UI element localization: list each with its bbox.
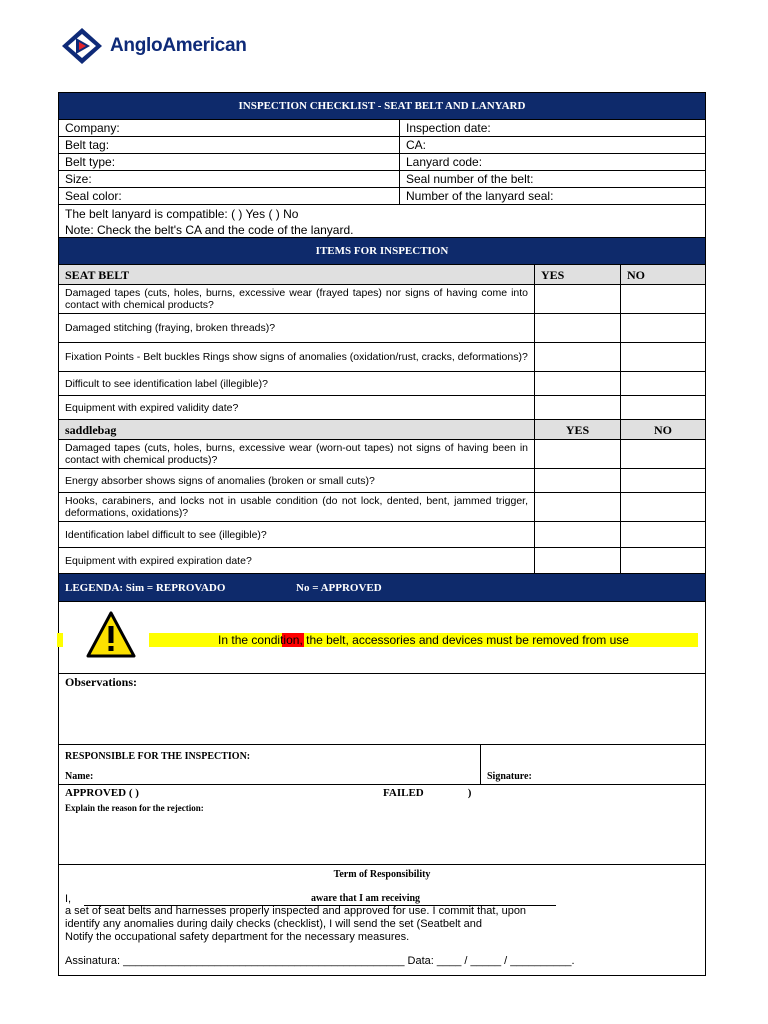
yes-checkbox[interactable] xyxy=(534,285,620,313)
checklist-row xyxy=(59,372,705,396)
rejection-reason-label: Explain the reason for the rejection: xyxy=(65,803,204,813)
no-checkbox[interactable] xyxy=(620,396,705,419)
lanyard-code-field[interactable]: Lanyard code: xyxy=(399,154,705,170)
warning-triangle-icon xyxy=(85,610,137,660)
checklist-item: Damaged stitching (fraying, broken threads)? xyxy=(65,322,276,334)
no-checkbox[interactable] xyxy=(620,440,705,468)
signature-cell[interactable] xyxy=(480,745,705,784)
no-checkbox[interactable] xyxy=(620,285,705,313)
no-checkbox[interactable] xyxy=(620,314,705,342)
form-title: INSPECTION CHECKLIST - SEAT BELT AND LANYARD xyxy=(59,93,705,120)
yes-checkbox[interactable] xyxy=(534,372,620,395)
checklist-row xyxy=(59,343,705,372)
yes-checkbox[interactable] xyxy=(534,522,620,547)
no-checkbox[interactable] xyxy=(620,372,705,395)
no-checkbox[interactable] xyxy=(620,469,705,492)
term-line: identify any anomalies during daily checks (checklist), I will send the set (Seatbelt and xyxy=(65,918,482,930)
term-title: Term of Responsibility xyxy=(333,869,431,880)
approved-option[interactable]: APPROVED ( ) xyxy=(65,787,139,799)
yes-checkbox[interactable] xyxy=(534,343,620,371)
inspection-form xyxy=(58,92,706,976)
observations-box[interactable] xyxy=(59,675,705,745)
yes-checkbox[interactable] xyxy=(534,314,620,342)
term-aware: aware that I am receiving xyxy=(311,893,421,904)
checklist-row xyxy=(59,314,705,343)
info-row xyxy=(59,120,705,137)
belt-seal-number-field[interactable]: Seal number of the belt: xyxy=(399,171,705,187)
ca-field[interactable]: CA: xyxy=(399,137,705,153)
yes-checkbox[interactable] xyxy=(534,493,620,521)
checklist-row xyxy=(59,285,705,314)
inspection-date-field[interactable]: Inspection date: xyxy=(399,120,705,136)
responsible-label: RESPONSIBLE FOR THE INSPECTION: xyxy=(65,751,251,762)
checklist-item: Energy absorber shows signs of anomalies (broken or small cuts)? xyxy=(65,474,375,487)
items-header: ITEMS FOR INSPECTION xyxy=(59,238,705,265)
note-line: Note: Check the belt's CA and the code of the lanyard. xyxy=(65,223,354,237)
no-column-header: NO xyxy=(620,420,705,439)
lanyard-seal-number-field[interactable]: Number of the lanyard seal: xyxy=(399,188,705,204)
brand-name: AngloAmerican xyxy=(110,35,247,56)
info-row xyxy=(59,171,705,188)
checklist-item: Damaged tapes (cuts, holes, burns, excessive wear (worn-out tapes) not signs of having been in contact with chemical products)? xyxy=(65,442,528,466)
belt-tag-field[interactable]: Belt tag: xyxy=(65,138,110,152)
checklist-item: Damaged tapes (cuts, holes, burns, excessive wear (frayed tapes) nor signs of having come into contact with chemical products? xyxy=(65,287,528,311)
legend-right: No = APPROVED xyxy=(296,582,382,594)
yes-checkbox[interactable] xyxy=(534,469,620,492)
yes-column-header: YES xyxy=(534,265,620,284)
compatibility-row xyxy=(59,205,705,238)
checklist-row xyxy=(59,522,705,548)
no-checkbox[interactable] xyxy=(620,522,705,547)
brand-logo xyxy=(60,26,247,66)
seat-belt-label: SEAT BELT xyxy=(65,268,130,282)
yes-checkbox[interactable] xyxy=(534,396,620,419)
no-checkbox[interactable] xyxy=(620,493,705,521)
size-field[interactable]: Size: xyxy=(65,172,92,186)
checklist-item: Fixation Points - Belt buckles Rings show signs of anomalies (oxidation/rust, cracks, deformations)? xyxy=(65,351,528,363)
anglo-american-logo-icon xyxy=(60,26,104,66)
checklist-row xyxy=(59,396,705,420)
checklist-row xyxy=(59,493,705,522)
warning-text: In the condition, the belt, accessories and devices must be removed from use xyxy=(218,633,629,647)
info-row xyxy=(59,188,705,205)
yes-checkbox[interactable] xyxy=(534,548,620,573)
checklist-row xyxy=(59,440,705,469)
compatible-line[interactable]: The belt lanyard is compatible: ( ) Yes ( ) No xyxy=(65,207,299,221)
checklist-item: Equipment with expired validity date? xyxy=(65,401,239,414)
term-i: I, xyxy=(65,893,72,905)
signature-date-line[interactable]: Assinatura: ______________________________________________ Data: ____ / _____ / __________. xyxy=(65,955,575,967)
info-row xyxy=(59,154,705,171)
seat-belt-header xyxy=(59,265,705,285)
checklist-item: Difficult to see identification label (illegible)? xyxy=(65,377,268,390)
belt-type-field[interactable]: Belt type: xyxy=(65,155,116,169)
checklist-row xyxy=(59,469,705,493)
signature-label: Signature: xyxy=(487,771,532,782)
failed-option[interactable]: FAILED ) xyxy=(383,787,472,799)
term-body xyxy=(65,905,526,944)
legend-row xyxy=(59,574,705,602)
checklist-item: Hooks, carabiners, and locks not in usable condition (do not lock, dented, bent, jammed trigger, deformations, oxidations)? xyxy=(65,495,528,519)
yes-column-header: YES xyxy=(534,420,620,439)
no-checkbox[interactable] xyxy=(620,343,705,371)
seal-color-field[interactable]: Seal color: xyxy=(65,189,122,203)
term-line: Notify the occupational safety department for the necessary measures. xyxy=(65,931,410,943)
info-row xyxy=(59,137,705,154)
checklist-item: Identification label difficult to see (illegible)? xyxy=(65,528,267,541)
saddlebag-label: saddlebag xyxy=(65,423,117,437)
observations-label: Observations: xyxy=(65,675,137,689)
checklist-row xyxy=(59,548,705,574)
highlight-mark xyxy=(57,633,63,647)
term-of-responsibility xyxy=(59,865,705,975)
name-label: Name: xyxy=(65,771,94,782)
yes-checkbox[interactable] xyxy=(534,440,620,468)
responsible-cell[interactable] xyxy=(59,745,480,784)
company-field[interactable]: Company: xyxy=(65,121,120,135)
term-line: a set of seat belts and harnesses properly inspected and approved for use. I commit that, upon xyxy=(65,905,527,917)
approval-row xyxy=(59,785,705,865)
no-column-header: NO xyxy=(620,265,705,284)
legend-left: LEGENDA: Sim = REPROVADO xyxy=(65,582,226,594)
no-checkbox[interactable] xyxy=(620,548,705,573)
checklist-item: Equipment with expired expiration date? xyxy=(65,554,252,567)
saddlebag-header xyxy=(59,420,705,440)
responsible-row xyxy=(59,745,705,785)
